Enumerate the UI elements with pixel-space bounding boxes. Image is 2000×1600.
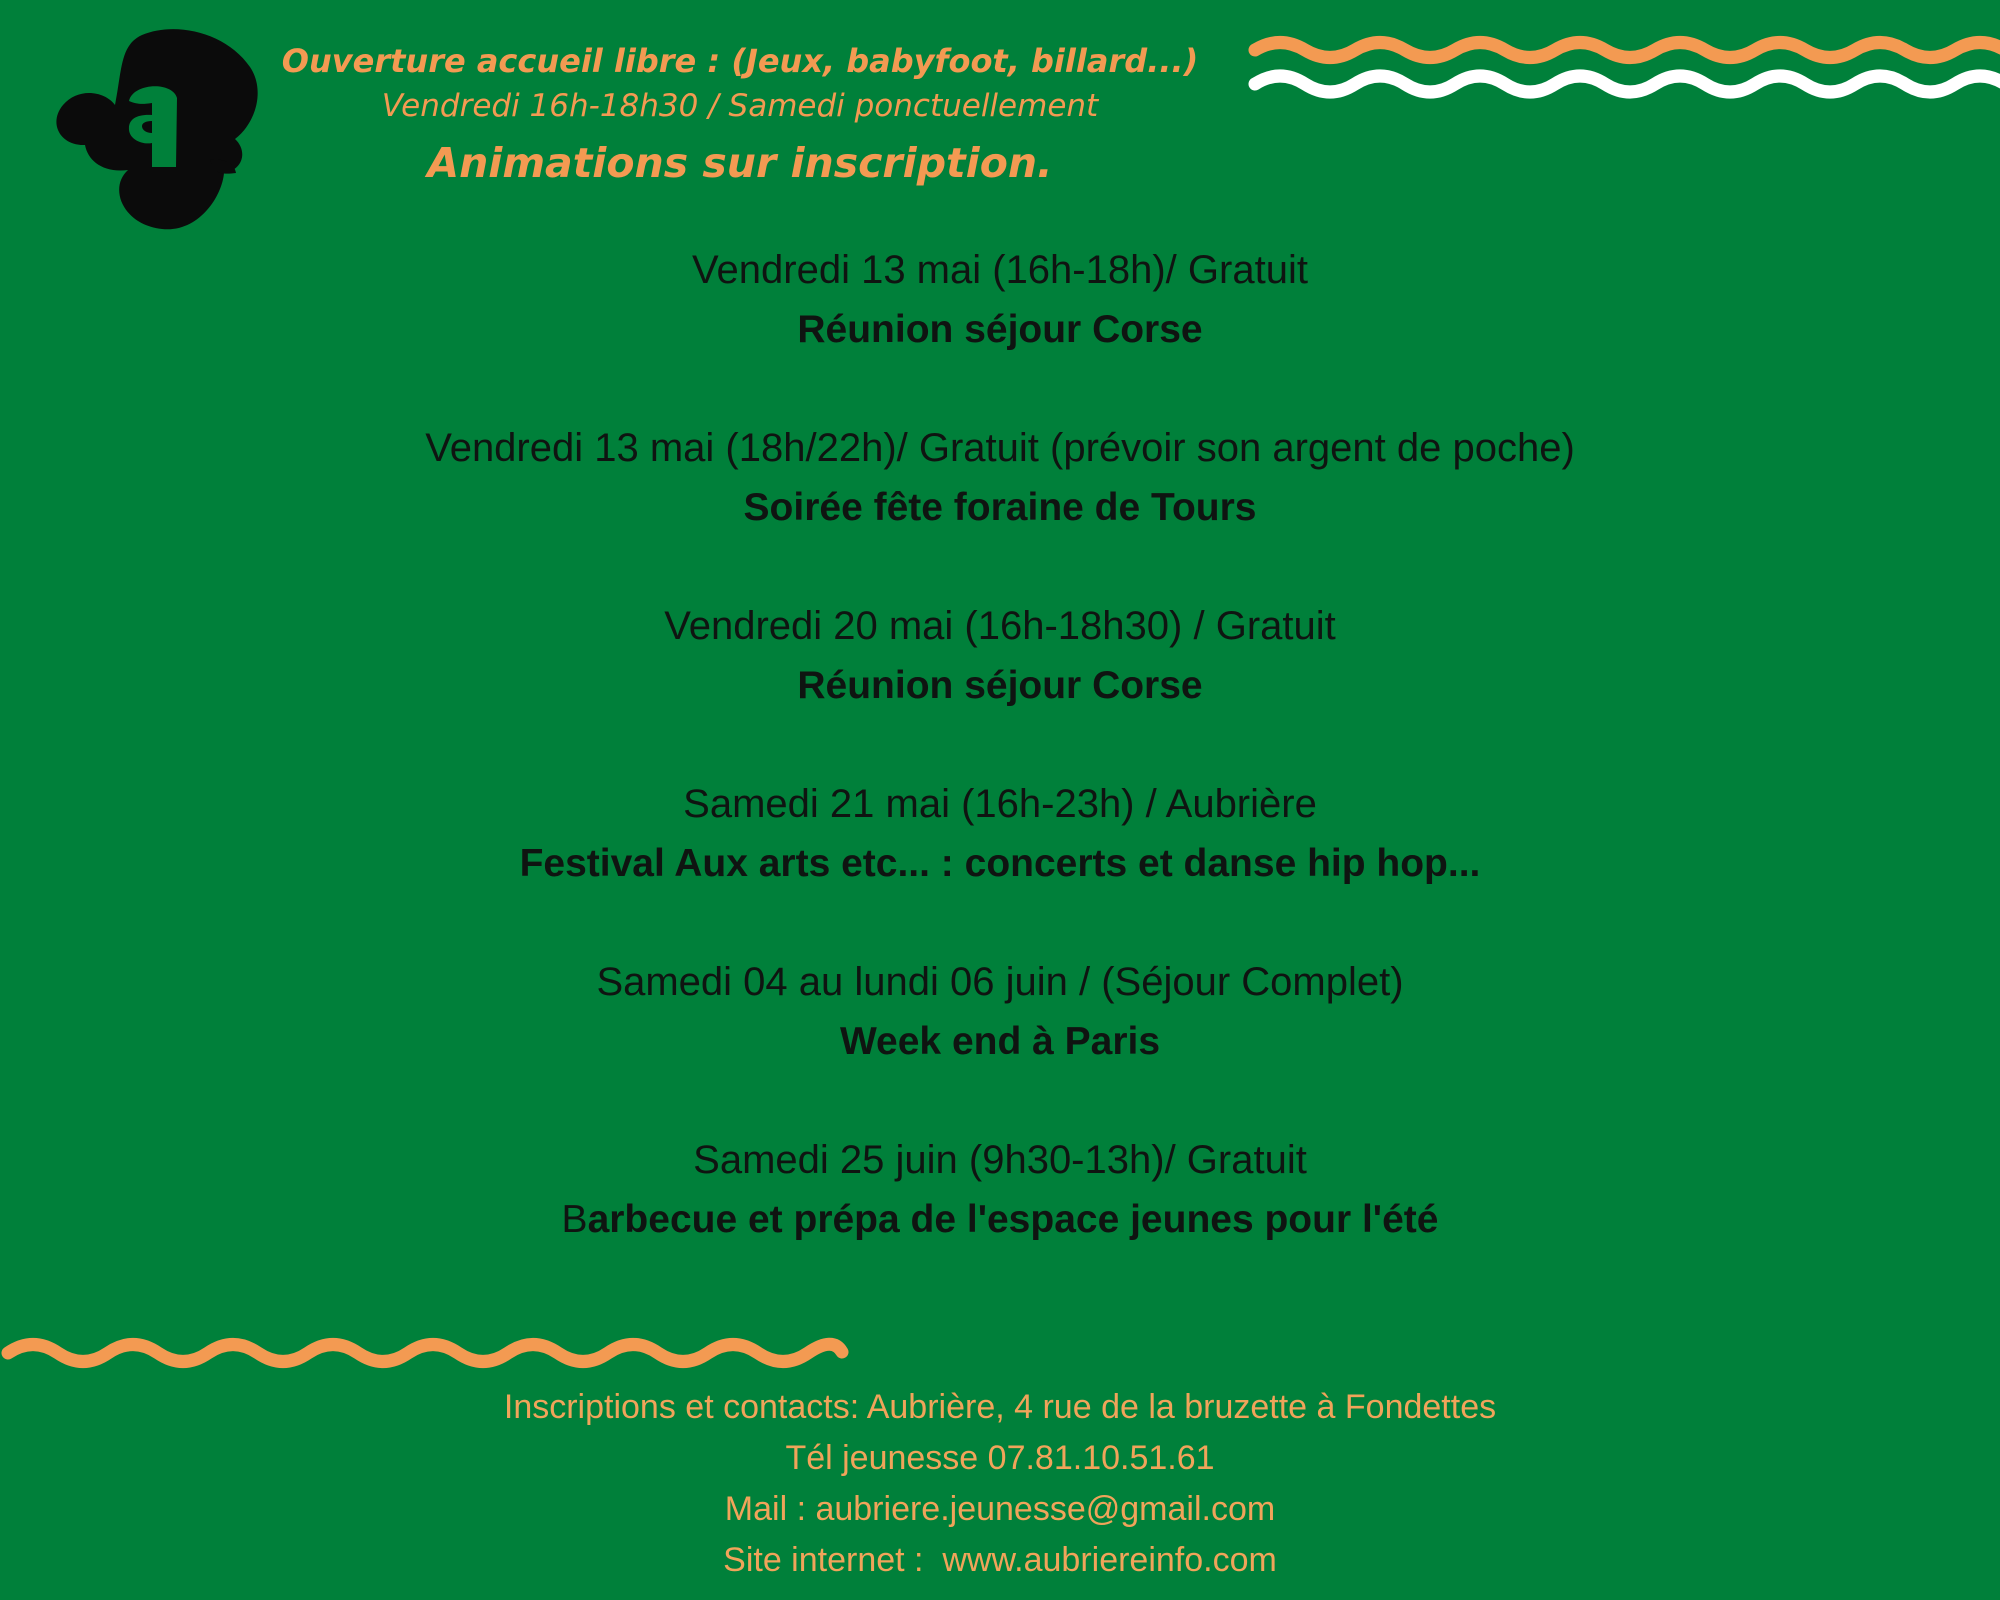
opening-hours-heading: Ouverture accueil libre : (Jeux, babyfoot, billard...) — [281, 42, 1199, 80]
events-list — [0, 241, 2000, 1309]
event-date: Samedi 25 juin (9h30-13h)/ Gratuit — [693, 1138, 1307, 1182]
event-date: Vendredi 13 mai (18h/22h)/ Gratuit (prévoir son argent de poche) — [425, 426, 1575, 470]
event-item — [0, 953, 2000, 1131]
event-item — [0, 597, 2000, 775]
contact-footer — [0, 1382, 2000, 1586]
website-link: Site internet : www.aubriereinfo.com — [723, 1541, 1277, 1579]
wave-decoration-icon — [0, 1328, 860, 1378]
contact-email: Mail : aubriere.jeunesse@gmail.com — [724, 1490, 1276, 1528]
event-title-rest: arbecue et prépa de l'espace jeunes pour l'été — [587, 1198, 1439, 1241]
event-item — [0, 241, 2000, 419]
event-item — [0, 1131, 2000, 1309]
event-title-initial: B — [561, 1198, 588, 1241]
aubriere-logo-icon — [50, 25, 265, 235]
event-date: Samedi 21 mai (16h-23h) / Aubrière — [683, 782, 1317, 826]
schedule-text: Vendredi 16h-18h30 / Samedi ponctuellement — [381, 88, 1099, 124]
event-title: Réunion séjour Corse — [797, 664, 1203, 707]
event-item — [0, 775, 2000, 953]
event-title: Soirée fête foraine de Tours — [743, 486, 1257, 529]
event-item — [0, 419, 2000, 597]
registration-note: Animations sur inscription. — [427, 139, 1053, 187]
event-title: Réunion séjour Corse — [797, 308, 1203, 351]
contacts-address: Inscriptions et contacts: Aubrière, 4 rue de la bruzette à Fondettes — [503, 1388, 1497, 1426]
header — [250, 40, 1230, 194]
youth-phone: Tél jeunesse 07.81.10.51.61 — [785, 1439, 1215, 1477]
event-date: Vendredi 13 mai (16h-18h)/ Gratuit — [692, 248, 1308, 292]
event-date: Vendredi 20 mai (16h-18h30) / Gratuit — [664, 604, 1336, 648]
event-title: Week end à Paris — [839, 1020, 1161, 1063]
wave-decoration-icon — [1245, 30, 2000, 110]
event-date: Samedi 04 au lundi 06 juin / (Séjour Complet) — [596, 960, 1404, 1004]
event-title: Festival Aux arts etc... : concerts et danse hip hop... — [519, 842, 1481, 885]
event-title — [0, 1189, 2000, 1251]
